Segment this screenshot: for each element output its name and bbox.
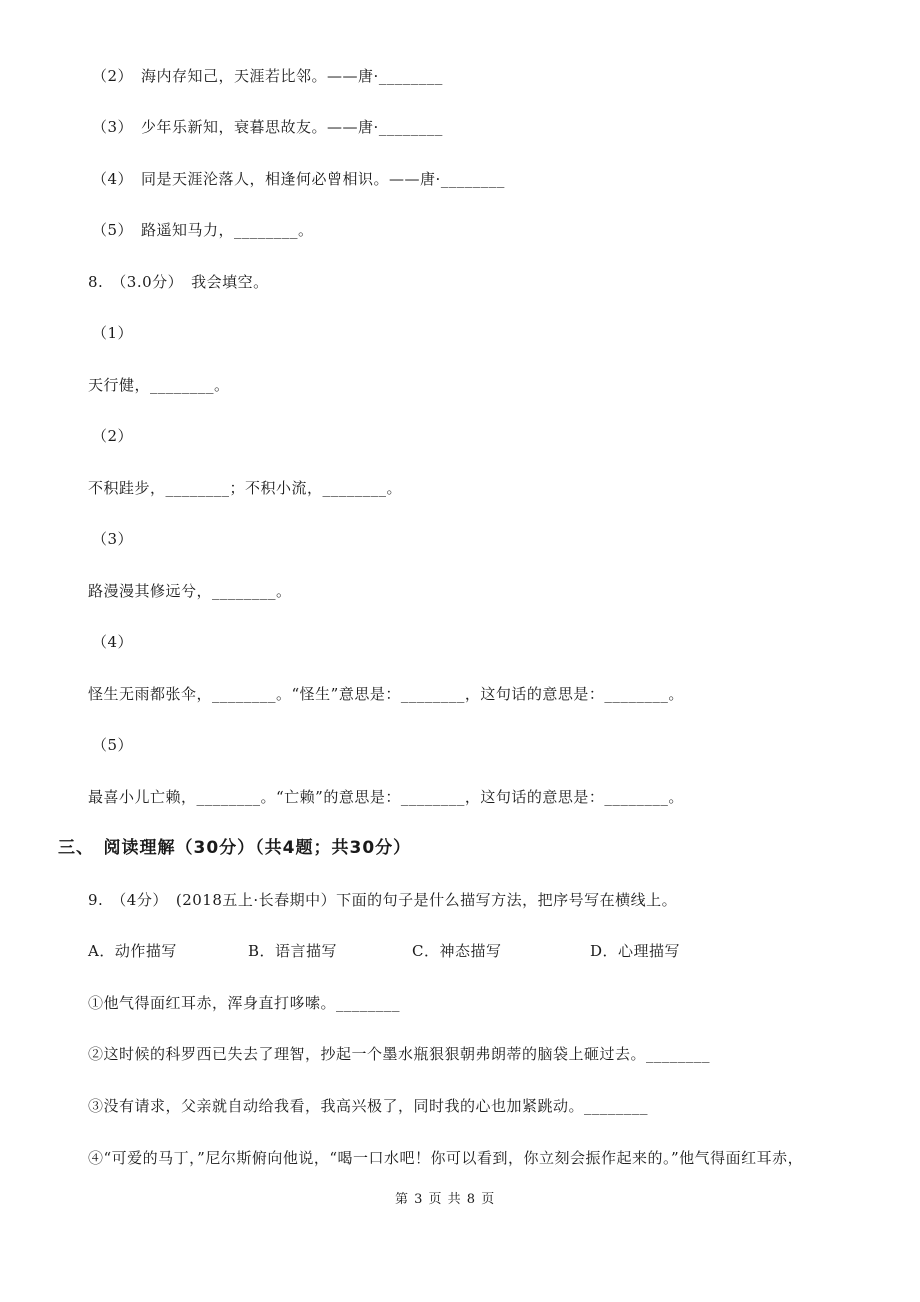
q9-sentence-3: ③没有请求，父亲就自动给我看，我高兴极了，同时我的心也加紧跳动。________ <box>88 1097 649 1115</box>
q9-stem: 9. （4分） (2018五上·长春期中）下面的句子是什么描写方法，把序号写在横线上。 <box>88 891 678 909</box>
q8-part-4-number: （4） <box>92 633 134 651</box>
q8-part-1-number: （1） <box>92 324 134 342</box>
q9-sentence-4: ④“可爱的马丁，”尼尔斯俯向他说，“喝一口水吧！你可以看到，你立刻会振作起来的。”他气得面红耳赤， <box>88 1149 804 1167</box>
q7-item-5: （5） 路遥知马力，________。 <box>92 221 314 239</box>
section-three-heading: 三、 阅读理解（30分）（共4题；共30分） <box>58 838 412 858</box>
q9-option-b: B．语言描写 <box>248 942 338 960</box>
q8-part-3-number: （3） <box>92 530 134 548</box>
q8-stem: 8. （3.0分） 我会填空。 <box>88 273 269 291</box>
page-number-footer: 第 3 页 共 8 页 <box>395 1192 496 1207</box>
q8-part-4-text: 怪生无雨都张伞，________。“怪生”意思是：________，这句话的意思是：________。 <box>88 685 684 703</box>
q9-option-c: C．神态描写 <box>412 942 502 960</box>
q9-option-d: D．心理描写 <box>590 942 681 960</box>
q7-item-3: （3） 少年乐新知，衰暮思故友。——唐·________ <box>92 118 443 136</box>
q7-item-2: （2） 海内存知己，天涯若比邻。——唐·________ <box>92 67 443 85</box>
q9-sentence-1: ①他气得面红耳赤，浑身直打哆嗦。________ <box>88 994 401 1012</box>
q8-part-5-text: 最喜小儿亡赖，________。“亡赖”的意思是：________，这句话的意思是：________。 <box>88 788 684 806</box>
q8-part-3-text: 路漫漫其修远兮，________。 <box>88 582 292 600</box>
q8-part-1-text: 天行健，________。 <box>88 376 230 394</box>
q7-item-4: （4） 同是天涯沦落人，相逢何必曾相识。——唐·________ <box>92 170 505 188</box>
q8-part-2-number: （2） <box>92 427 134 445</box>
q9-option-a: A．动作描写 <box>88 942 177 960</box>
q8-part-2-text: 不积跬步，________；不积小流，________。 <box>88 479 403 497</box>
q8-part-5-number: （5） <box>92 736 134 754</box>
q9-sentence-2: ②这时候的科罗西已失去了理智，抄起一个墨水瓶狠狠朝弗朗蒂的脑袋上砸过去。________ <box>88 1045 711 1063</box>
